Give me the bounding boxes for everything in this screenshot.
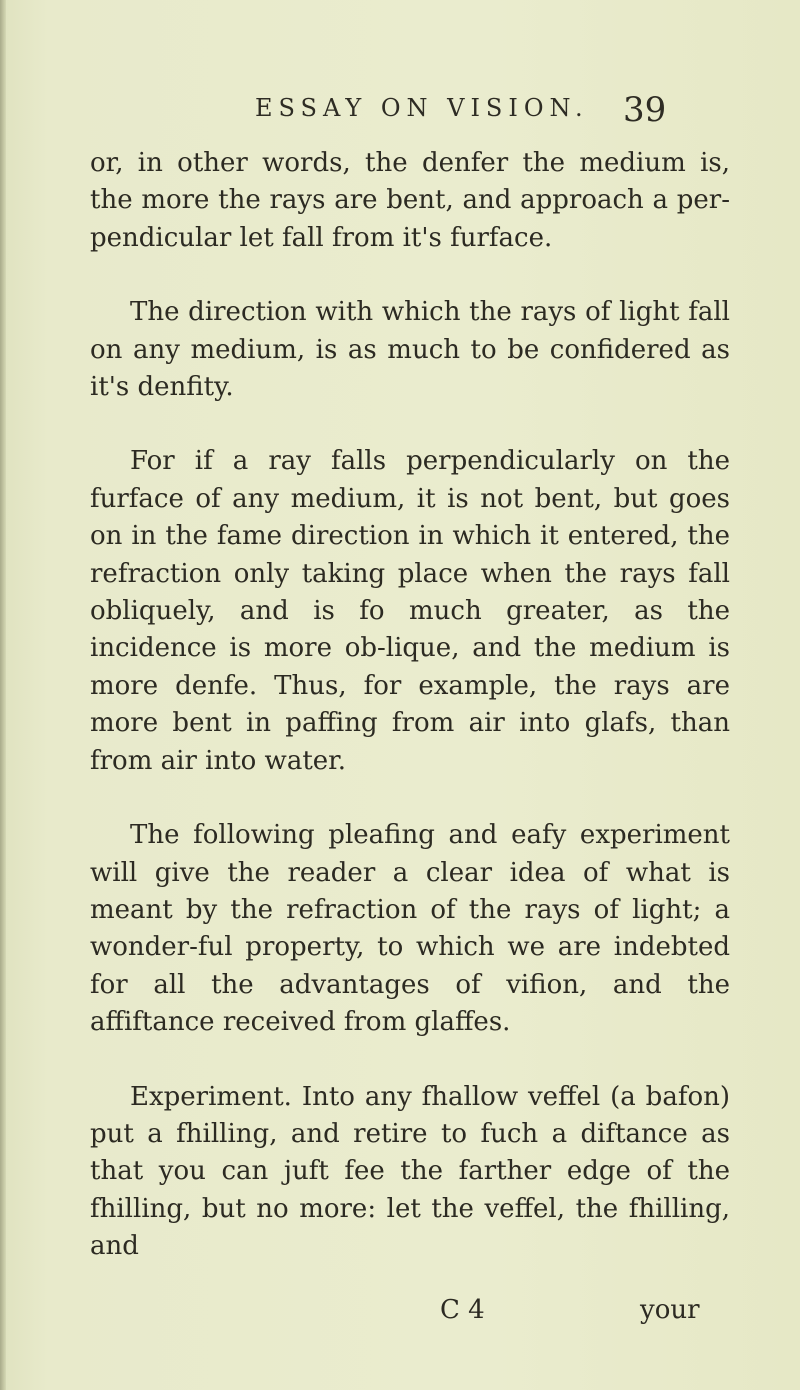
paragraph-5: Experiment. Into any fhallow veffel (a bafon) put a fhilling, and retire to fuch a diftance as that you can juft fee the farther edge of the fhilling, but no more: let the veffel, the fhilling, and — [90, 1081, 730, 1262]
page-footer — [0, 1295, 800, 1335]
paragraph-1: or, in other words, the denfer the medium is, the more the rays are bent, and approach a per-pendicular let fall from it's furface. — [90, 148, 730, 253]
page-header — [0, 90, 800, 140]
page-gutter — [0, 0, 6, 1390]
running-head: ESSAY ON VISION. — [255, 94, 589, 122]
page-number: 39 — [623, 90, 667, 130]
body-text — [90, 145, 730, 1303]
paragraph-2: The direction with which the rays of light fall on any medium, is as much to be confidered as it's denfity. — [90, 297, 730, 403]
paragraph-3: For if a ray falls perpendicularly on the furface of any medium, it is not bent, but goes on in the fame direction in which it entered, the refraction only taking place when the rays fall obliquely, and is fo much greater, as the incidence is more ob-lique, and the medium is more denfe. Thus, for example, the rays are more bent in paffing from air into glafs, than from air into water. — [90, 446, 730, 776]
paragraph-4: The following pleafing and eafy experiment will give the reader a clear idea of what is meant by the refraction of the rays of light; a wonder-ful property, to which we are indebted for all the advantages of vifion, and the affiftance received from glaffes. — [90, 820, 730, 1038]
catchword: your — [640, 1295, 700, 1325]
signature-mark: C 4 — [440, 1295, 485, 1325]
